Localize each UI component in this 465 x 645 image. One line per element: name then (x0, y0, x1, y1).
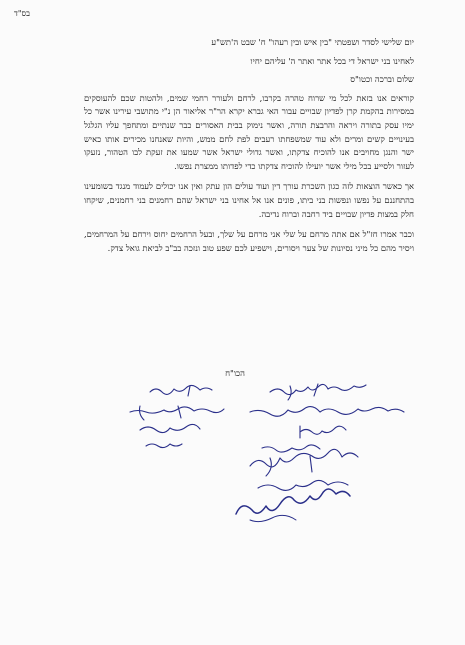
signature-1 (270, 384, 366, 394)
paragraph-3: וכבר אמרו חז"ל אם אתה מרחם על שלי אני מרחם על שלך, ובעל הרחמים יחוס וירחם על המרחמים, ויסיר מהם כל מיני נסיונות של צער ויסורים, וישפיע לכם שפע טוב ונזכה בב"ב לביאת גואל צדק. (84, 229, 414, 253)
closing-signoff: הכו"ח (225, 368, 245, 378)
signature-6 (258, 480, 348, 490)
signature-10 (140, 424, 200, 432)
greeting-line: שלום וברכה וכטו"ס (350, 74, 414, 85)
signature-7 (236, 489, 350, 514)
signature-2 (250, 407, 404, 417)
signature-3 (300, 426, 346, 434)
signature-11 (146, 444, 182, 448)
signature-5 (250, 449, 358, 467)
paragraph-2: אך כאשר הוצאות לזה כגון השכרת עורך דין ועוד עולים הון עתק ואין אנו יכולים לעמוד מנגד בשומעינו בהתחננם על נפשו ונפשות בני ביתו, פונים אנו אל אחינו בני ישראל שהם רחמנים בני רחמנים, שיקחו חלק במצות פדיון שבויים ביד רחבה וברוח נדיבה. (84, 181, 414, 219)
signature-8 (150, 385, 212, 394)
signature-4 (262, 445, 320, 452)
bsd-header: בס"ד (14, 9, 30, 18)
signature-9 (130, 407, 224, 413)
date-line: יום שלישי לסדר ושפטתי "בין איש ובין רעהו" ח' שבט ה'תש"ע (211, 37, 414, 47)
letter-body (84, 36, 414, 263)
paragraph-1: קוראים אנו בזאת לכל מי שרוח טהרה בקרבו, לרחם ולעורר רחמי שמים, ולהטות שכם להעוסקים במסירות בהקמת קרן לפדיון שבויים עבור האי גברא יקרא הר"ר אליאור הן נ"י מתושבי עירינו אשר כל ימיו עסק בתורה ויראה והרבצת תורה, ואשר נימוק בבית האסורים כבר שנתיים ומתחפך עליו הגלגל בעינויים קשים ומרים ולא עוד שמשפחתו רעבים לפת לחם ממש, והיות שאנחנו מכירים אותו כאיש ישר והנגן מחויבים אנו להוכיח צדקתו, ואשר גדולי ישראל אשר שמעו את זעקת לבו הטהור, נזעקו לעזור ולסייע בכל מילי אשר יועילו להוכיח צדקתו כדי לפדותו ממצרת נפשו. (84, 92, 414, 171)
addressee-line: לאחינו בני ישראל די בכל אתר ואתר ה' עליהם יחיו (250, 55, 414, 66)
